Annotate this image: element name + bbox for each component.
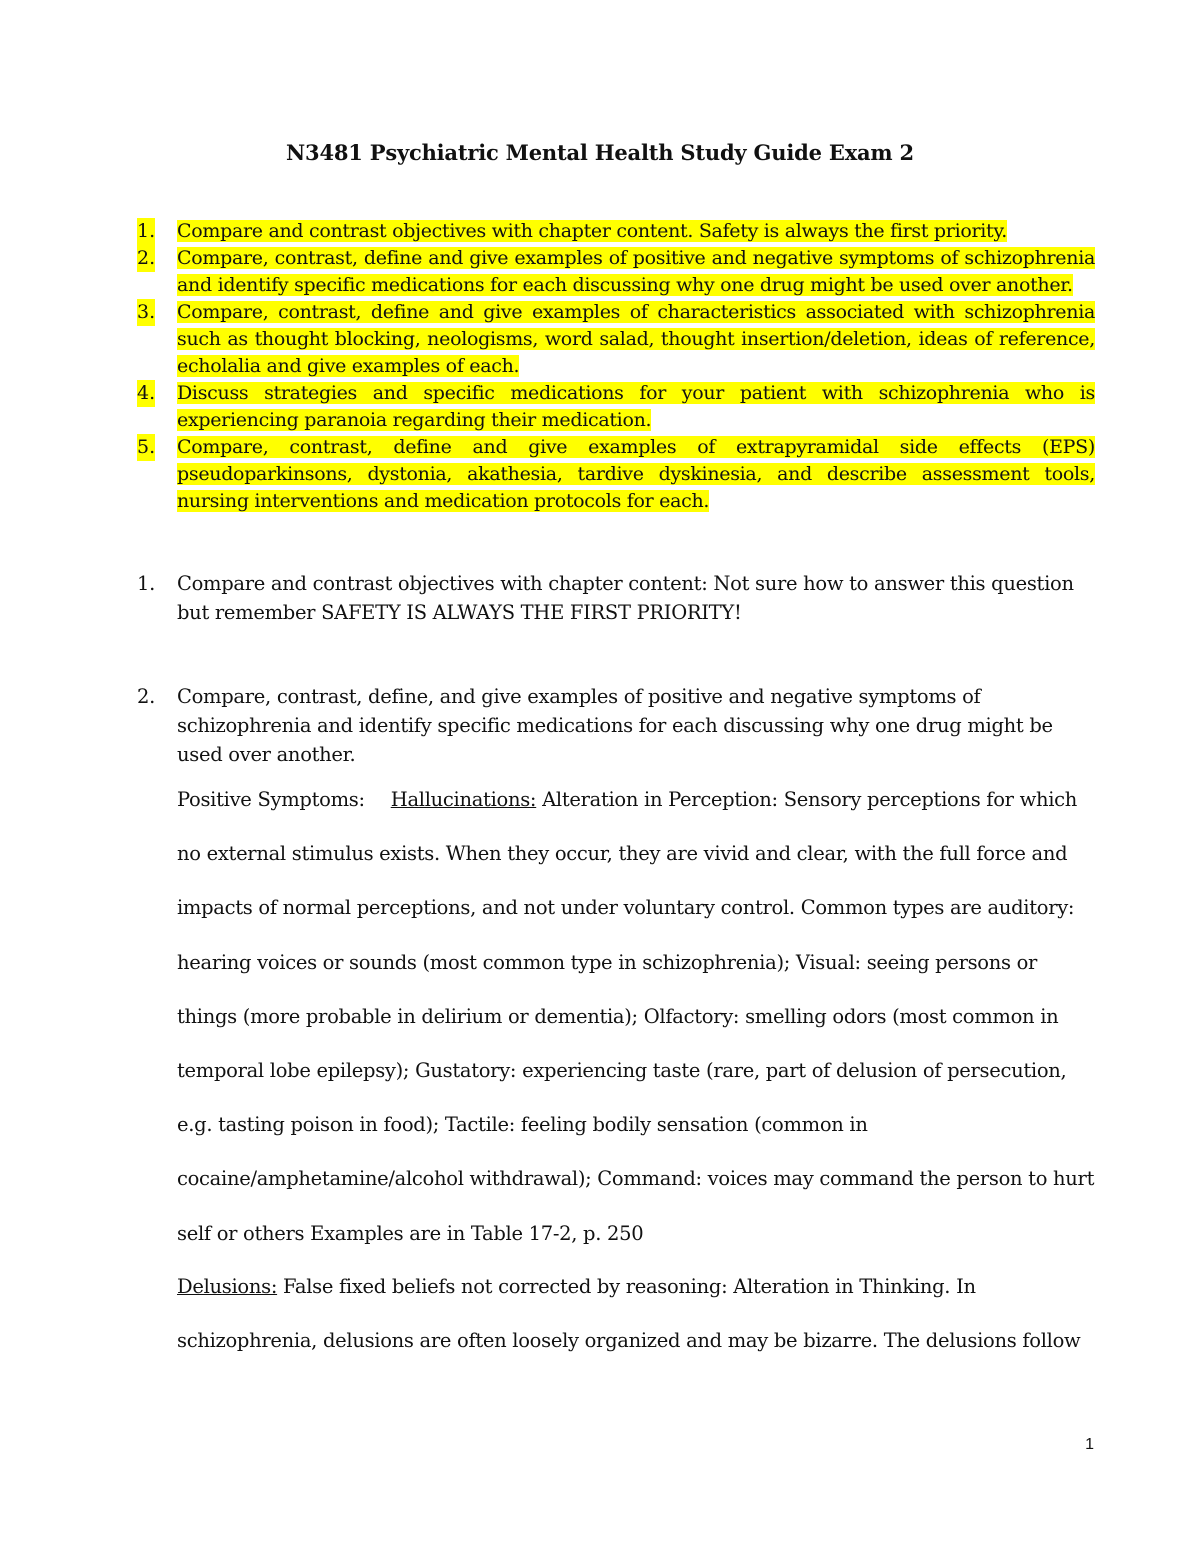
objective-number: 3. bbox=[137, 299, 155, 326]
answer-number: 2. bbox=[137, 685, 156, 708]
answer-number: 1. bbox=[137, 572, 156, 595]
delusions-body: False fixed beliefs not corrected by reasoning: Alteration in Thinking. In schizophrenia, delusions are often loosely organized and may be bizarre. The delusions follow bbox=[177, 1275, 1081, 1353]
objective-item bbox=[137, 218, 1095, 245]
objectives-list bbox=[137, 218, 1095, 515]
objective-item bbox=[137, 434, 1095, 515]
objective-text: Compare, contrast, define and give examples of positive and negative symptoms of schizophrenia and identify specific medications for each discussing why one drug might be used over another. bbox=[177, 247, 1095, 296]
objective-number: 2. bbox=[137, 245, 155, 272]
objective-text: Compare, contrast, define and give examples of extrapyramidal side effects (EPS) pseudoparkinsons, dystonia, akathesia, tardive dyskinesia, and describe assessment tools, nursing interventions and medication protocols for each. bbox=[177, 436, 1095, 512]
objective-number: 4. bbox=[137, 380, 155, 407]
positive-symptoms-paragraph bbox=[177, 773, 1097, 1261]
objective-item bbox=[137, 380, 1095, 434]
hallucinations-body: Alteration in Perception: Sensory perceptions for which no external stimulus exists. When they occur, they are vivid and clear, with the full force and impacts of normal perceptions, and not under voluntary control. Common types are auditory: hearing voices or sounds (most common type in schizophrenia); Visual: seeing persons or things (more probable in delirium or dementia); Olfactory: smelling odors (most common in temporal lobe epilepsy); Gustatory: experiencing taste (rare, part of delusion of persecution, e.g. tasting poison in food); Tactile: feeling bodily sensation (common in cocaine/amphetamine/alcohol withdrawal); Command: voices may command the person to hurt self or others Examples are in Table 17-2, p. 250 bbox=[177, 788, 1095, 1245]
objective-item bbox=[137, 245, 1095, 299]
answer-2 bbox=[137, 682, 1095, 769]
objective-number: 5. bbox=[137, 434, 155, 461]
objective-number: 1. bbox=[137, 218, 155, 245]
objective-item bbox=[137, 299, 1095, 380]
document-title: N3481 Psychiatric Mental Health Study Guide Exam 2 bbox=[286, 140, 914, 165]
objective-text: Discuss strategies and specific medications for your patient with schizophrenia who is experiencing paranoia regarding their medication. bbox=[177, 382, 1095, 431]
hallucinations-term: Hallucinations: bbox=[390, 788, 537, 811]
answer-1 bbox=[137, 569, 1095, 627]
positive-symptoms-label: Positive Symptoms: bbox=[177, 788, 365, 811]
answer-text: Compare and contrast objectives with chapter content: Not sure how to answer this question but remember SAFETY IS ALWAYS THE FIRST PRIORITY! bbox=[177, 572, 1074, 624]
answer-text: Compare, contrast, define, and give examples of positive and negative symptoms of schizophrenia and identify specific medications for each discussing why one drug might be used over another. bbox=[177, 685, 1053, 766]
delusions-paragraph bbox=[177, 1260, 1097, 1368]
page-number: 1 bbox=[1085, 1436, 1094, 1453]
objective-text: Compare, contrast, define and give examples of characteristics associated with schizophrenia such as thought blocking, neologisms, word salad, thought insertion/deletion, ideas of reference, echolalia and give examples of each. bbox=[177, 301, 1095, 377]
delusions-term: Delusions: bbox=[177, 1275, 278, 1298]
objective-text: Compare and contrast objectives with chapter content. Safety is always the first priority. bbox=[177, 220, 1008, 242]
